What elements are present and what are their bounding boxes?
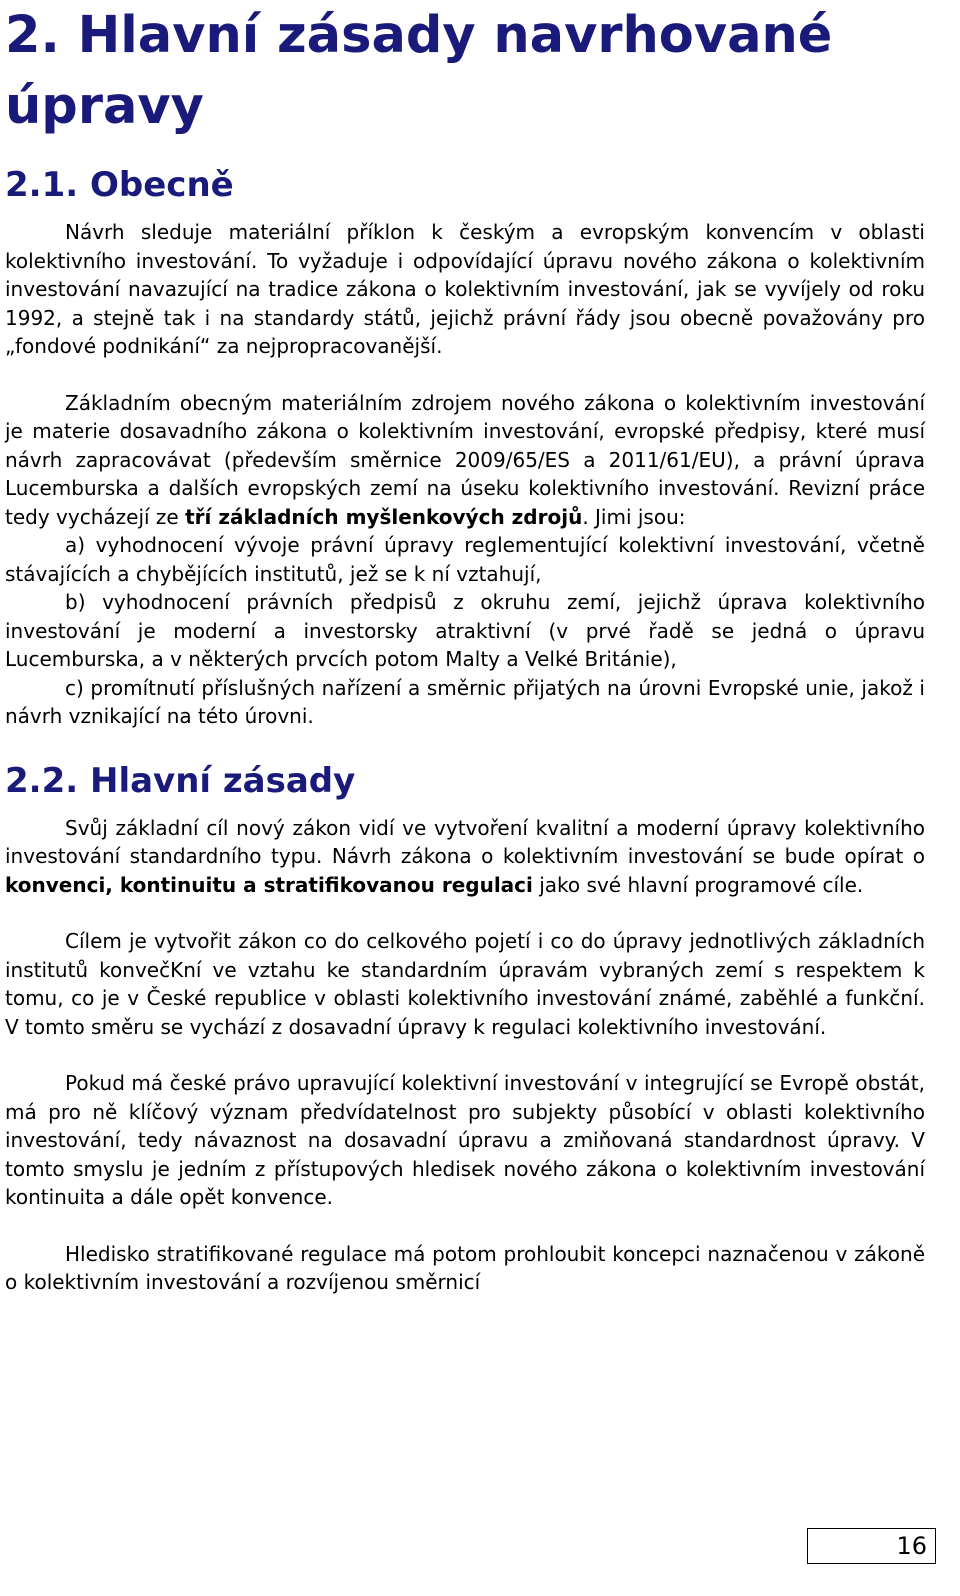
paragraph-goal-text: Svůj základní cíl nový zákon vidí ve vytvoření kvalitní a moderní úpravy kolektivního investování standardního typu. Návrh zákona o kolektivním investování se bude opírat o	[5, 815, 925, 868]
paragraph-sources-bold: tří základních myšlenkových zdrojů	[185, 504, 583, 529]
paragraph-aim: Cílem je vytvořit zákon co do celkového pojetí i co do úpravy jednotlivých základních institutů konvečKní ve vztahu ke standardním úpravám vybraných zemí s respektem k tomu, co je v České republice v oblasti kolektivního investování známé, zaběhlé a funkční. V tomto směru se vychází z dosavadní úpravy k regulaci kolektivního investování.	[5, 929, 925, 1039]
document-page	[5, 0, 925, 1297]
paragraph-predictability: Pokud má české právo upravující kolektivní investování v integrující se Evropě obstát, má pro ně klíčový význam předvídatelnost pro subjekty působící v oblasti kolektivního investování, tedy návaznost na dosavadní úpravu a zmiňovaná standardnost úpravy. V tomto smyslu je jedním z přístupových hledisek nového zákona o kolektivním investování kontinuita a dále opět konvence.	[5, 1071, 925, 1209]
paragraph-sources	[5, 389, 925, 532]
paragraph-goal-tail: jako své hlavní programové cíle.	[532, 872, 864, 897]
paragraph-goal	[5, 814, 925, 900]
paragraph-stratified: Hledisko stratifikované regulace má potom prohloubit koncepci naznačenou v zákoně o kolektivním investování a rozvíjenou směrnicí	[5, 1241, 925, 1294]
section-heading-hlavni-zasady: 2.2. Hlavní zásady	[5, 760, 356, 801]
paragraph-sources-tail: . Jimi jsou:	[582, 504, 686, 529]
paragraph-intro: Návrh sleduje materiální příklon k českým a evropským konvencím v oblasti kolektivního investování. To vyžaduje i odpovídající úpravu nového zákona o kolektivním investování navazující na tradice zákona o kolektivním investování, jak se vyvíjely od roku 1992, a stejně tak i na standardy států, jejichž právní řády jsou obecně považovány pro „fondové podnikání“ za nejpropracovanější.	[5, 220, 925, 358]
chapter-heading: 2. Hlavní zásady navrhované úpravy	[5, 6, 833, 136]
list-item-b: b) vyhodnocení právních předpisů z okruhu zemí, jejichž úprava kolektivního investování je moderní a investorsky atraktivní (v prvé řadě se jedná o úpravu Lucemburska, a v některých prvcích potom Malty a Velké Británie),	[5, 590, 925, 671]
page-number: 16	[896, 1532, 927, 1560]
paragraph-goal-bold: konvenci, kontinuitu a stratifikovanou regulaci	[5, 872, 533, 897]
paragraph-sources-text: Základním obecným materiálním zdrojem nového zákona o kolektivním investování je materie dosavadního zákona o kolektivním investování, evropské předpisy, které musí návrh zapracovávat (především směrnice 2009/65/ES a 2011/61/EU), a právní úprava Lucemburska a dalších evropských zemí na úseku kolektivního investování. Revizní práce tedy vycházejí ze	[5, 390, 925, 529]
page-number-box	[807, 1528, 936, 1564]
section-heading-obecne: 2.1. Obecně	[5, 165, 234, 205]
list-item-a: a) vyhodnocení vývoje právní úpravy reglementující kolektivní investování, včetně stávajících a chybějících institutů, jež se k ní vztahují,	[5, 533, 925, 586]
list-item-c: c) promítnutí příslušných nařízení a směrnic přijatých na úrovni Evropské unie, jakož i návrh vznikající na této úrovni.	[5, 675, 925, 728]
